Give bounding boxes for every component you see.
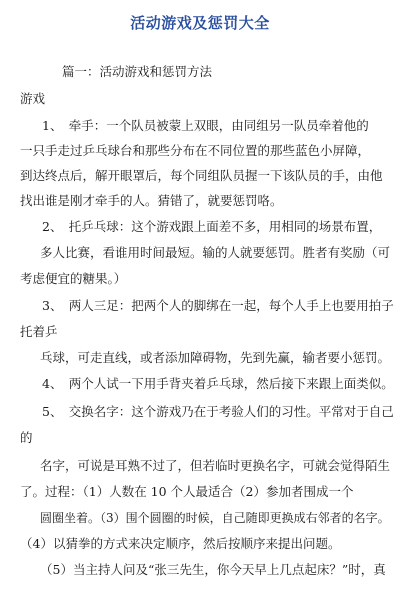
paragraph-line: 托着乒 <box>20 324 58 339</box>
paragraph-line: 到达终点后，解开眼罩后，每个同组队员握一下该队员的手，由他 <box>20 168 383 183</box>
paragraph-line: 一只手走过乒乓球台和那些分布在不同位置的那些蓝色小屏障， <box>20 143 371 158</box>
document-title: 活动游戏及惩罚大全 <box>130 14 270 32</box>
paragraph-line: 5、 交换名字：这个游戏乃在于考验人们的习性。平常对于自己 <box>42 404 394 419</box>
paragraph-line: 乓球，可走直线，或者添加障碍物，先到先赢，输者要小惩罚。 <box>40 350 391 365</box>
paragraph-line: 4、 两个人试一下用手背夹着乒乓球，然后接下来跟上面类似。 <box>42 376 394 391</box>
paragraph-line: 2、 托乒乓球：这个游戏跟上面差不多，用相同的场景布置， <box>42 219 382 234</box>
paragraph-line: 多人比赛，看谁用时间最短。输的人就要惩罚。胜者有奖励（可 <box>40 245 391 260</box>
paragraph-line: 考虑便宜的糖果。） <box>20 271 127 286</box>
paragraph-line: 圆圈坐着。（3）围个圆圈的时候，自己随即更换成右邻者的名字。 <box>40 511 390 525</box>
paragraph-line: （5）当主持人问及“张三先生，你今天早上几点起床？”时，真 <box>40 562 386 577</box>
paragraph-line: 名字，可说是耳熟不过了，但若临时更换名字，可就会觉得陌生 <box>40 458 391 473</box>
paragraph-line: 找出谁是刚才牵手的人。猜错了，就要惩罚咯。 <box>20 193 283 208</box>
paragraph-line: 的 <box>20 430 33 445</box>
paragraph-line: 1、 牵手：一个队员被蒙上双眼，由同组另一队员牵着他的 <box>42 118 369 133</box>
subheading-games: 游戏 <box>20 91 46 106</box>
paragraph-line: （4）以猜拳的方式来决定顺序，然后按顺序来提出问题。 <box>20 536 341 551</box>
section-heading: 篇一：活动游戏和惩罚方法 <box>62 64 213 79</box>
paragraph-line: 了。过程：（1）人数在 10 个人最适合（2）参加者围成一个 <box>20 484 354 499</box>
paragraph-line: 3、 两人三足：把两个人的脚绑在一起，每个人手上也要用拍子 <box>42 298 394 313</box>
